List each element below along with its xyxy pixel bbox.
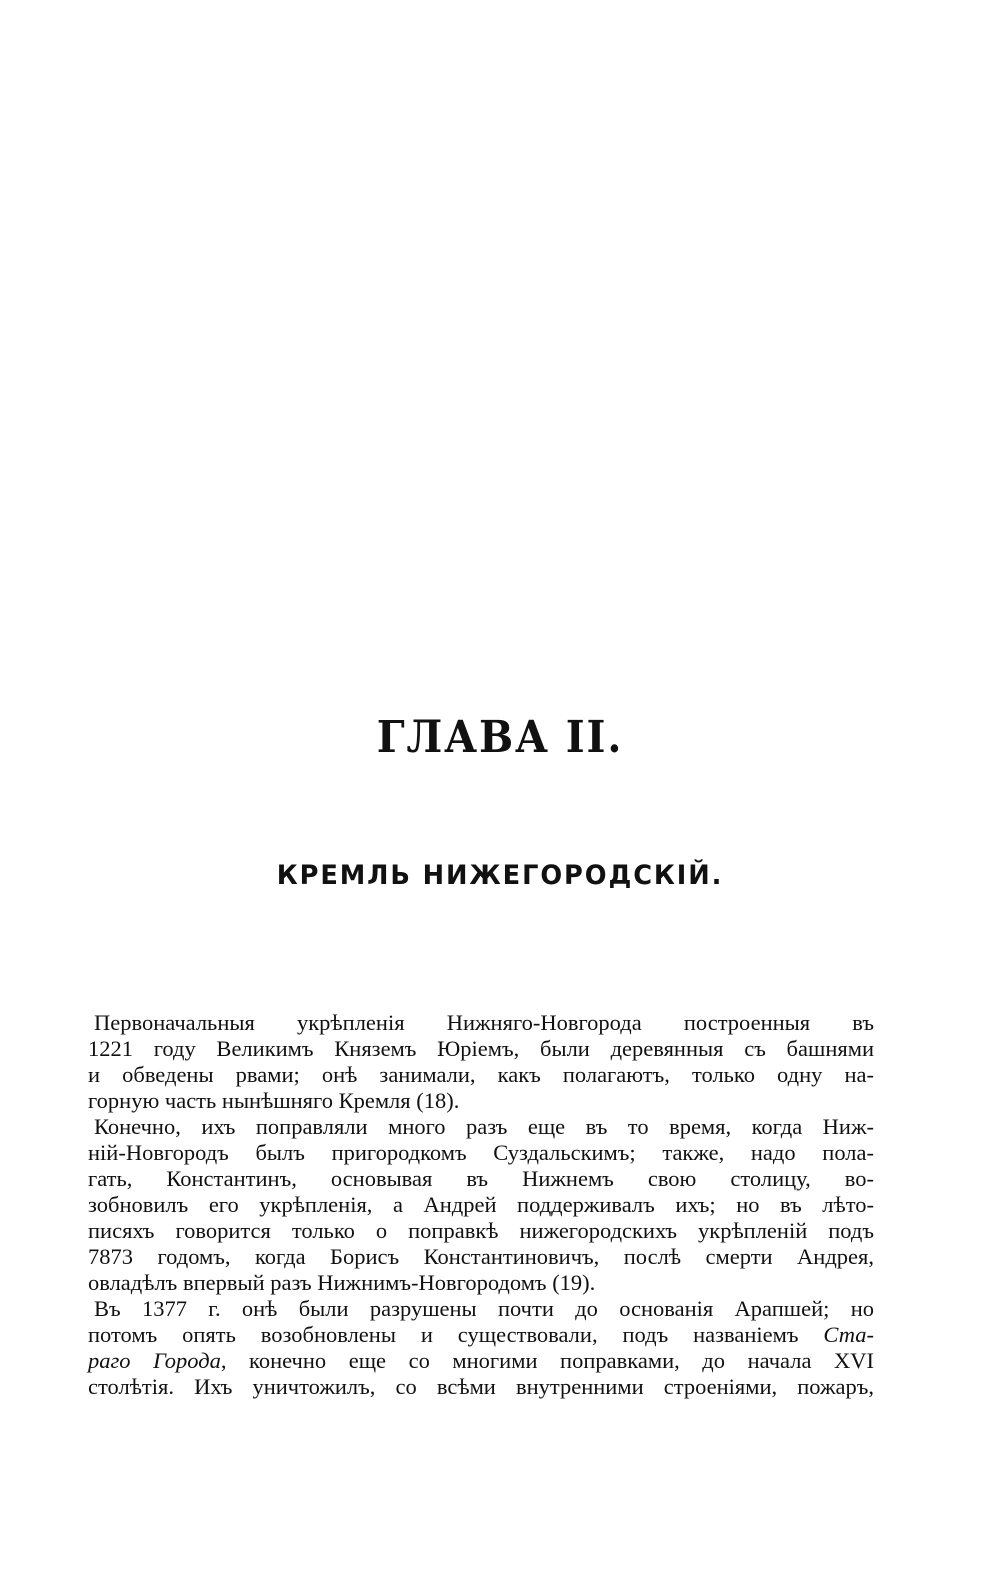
text-line: ній-Новгородъ былъ пригородкомъ Суздальскимъ; также, надо пола- <box>88 1140 874 1165</box>
body-text <box>88 1010 874 1400</box>
text-line: Первоначальныя укрѣпленія Нижняго-Новгорода построенныя въ <box>94 1010 874 1035</box>
chapter-heading: ГЛАВА II. <box>376 712 624 763</box>
italic-text: раго Города <box>88 1348 221 1373</box>
paragraph-1 <box>88 1010 874 1114</box>
text-line: 7873 годомъ, когда Борисъ Константиновичъ, послѣ смерти Андрея, <box>88 1244 874 1269</box>
text-line: Конечно, ихъ поправляли много разъ еще въ то время, когда Ниж- <box>94 1114 874 1139</box>
text-line: зобновилъ его укрѣпленія, а Андрей поддерживалъ ихъ; но въ лѣто- <box>88 1192 874 1217</box>
text-line: Въ 1377 г. онѣ были разрушены почти до основанія Арапшей; но <box>94 1296 874 1321</box>
text-line: 1221 году Великимъ Княземъ Юріемъ, были деревянныя съ башнями <box>88 1036 874 1061</box>
italic-text: Ста- <box>823 1322 875 1347</box>
paragraph-2 <box>88 1114 874 1296</box>
text-segment: потомъ опять возобновлены и существовали, подъ названіемъ <box>88 1322 799 1347</box>
text-line <box>88 1322 874 1348</box>
paragraph-3 <box>88 1296 874 1400</box>
text-line: и обведены рвами; онѣ занимали, какъ полагаютъ, только одну на- <box>88 1062 874 1087</box>
chapter-title: КРЕМЛЬ НИЖЕГОРОДСКІЙ. <box>276 860 724 891</box>
text-line: овладѣлъ впервый разъ Нижнимъ-Новгородомъ (19). <box>88 1270 596 1295</box>
text-line: столѣтія. Ихъ уничтожилъ, со всѣми внутренними строеніями, пожаръ, <box>88 1374 874 1399</box>
text-line: гать, Константинъ, основывая въ Нижнемъ свою столицу, во- <box>88 1166 874 1191</box>
text-line <box>88 1348 874 1374</box>
text-segment: , конечно еще со многими поправками, до начала XVI <box>220 1348 874 1373</box>
text-line: горную часть нынѣшняго Кремля (18). <box>88 1088 460 1113</box>
text-line: писяхъ говорится только о поправкѣ нижегородскихъ укрѣпленій подъ <box>88 1218 874 1243</box>
